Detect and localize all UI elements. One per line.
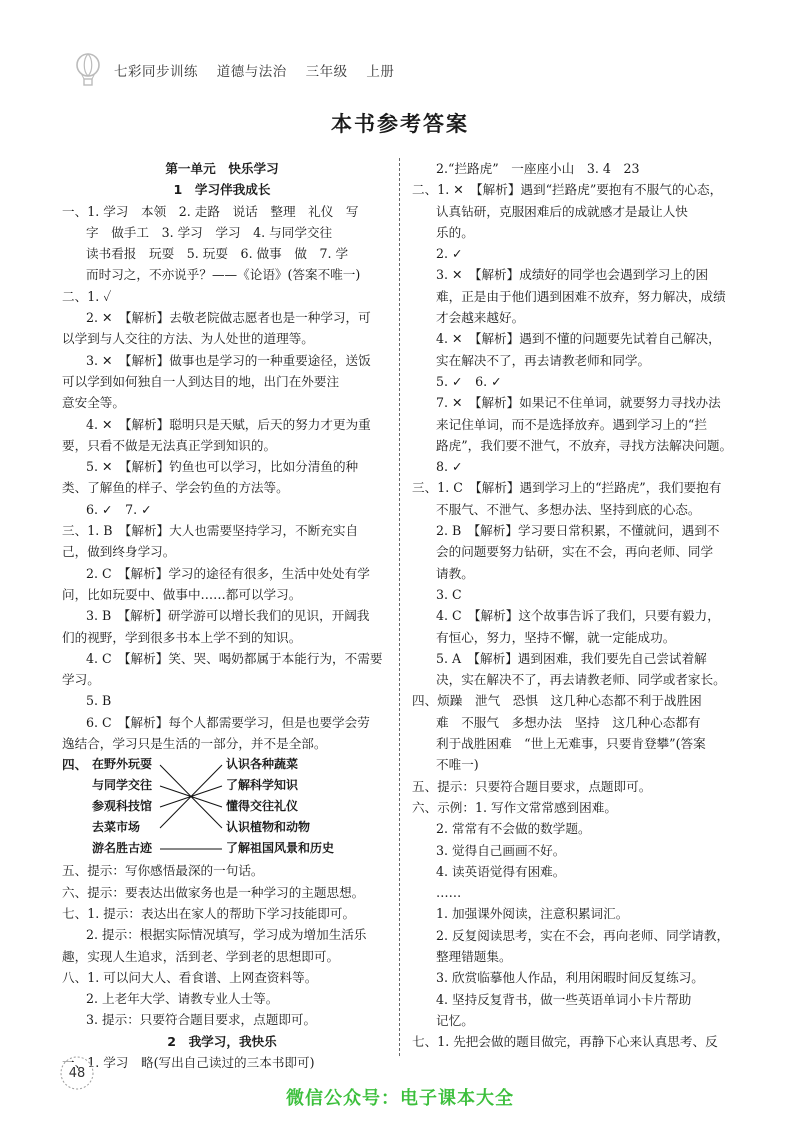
answer-line: 难，正是由于他们遇到困难不放弃，努力解决，成绩 <box>436 288 726 304</box>
answer-line: 认真钻研，克服困难后的成就感才是最让人快 <box>436 203 688 219</box>
page-number-text: 48 <box>68 1065 86 1081</box>
answer-line: 3. 觉得自己画画不好。 <box>436 842 566 858</box>
answer-line: 4. C 【解析】这个故事告诉了我们，只要有毅力， <box>436 608 720 624</box>
answer-line: 难 不服气 多想办法 坚持 这几种心态都有 <box>436 714 701 730</box>
answer-line: 6. C 【解析】每个人都需要学习，但是也要学会劳 <box>86 714 370 730</box>
section-heading: 2 我学习，我快乐 <box>167 1033 277 1049</box>
answer-line: 2. ✕ 【解析】去敬老院做志愿者也是一种学习，可 <box>86 310 371 326</box>
answer-line: 6. ✓ 7. ✓ <box>86 501 152 517</box>
answer-line: 3. 欣赏临摹他人作品，利用闲暇时间反复练习。 <box>436 970 704 986</box>
answer-line: 3. C <box>436 586 462 602</box>
column-divider <box>399 158 400 1056</box>
balloon-logo-icon <box>74 53 102 87</box>
answer-line: 4. 读英语觉得有困难。 <box>436 863 566 879</box>
answer-line: 记忆。 <box>436 1012 474 1028</box>
answer-line: 8. ✓ <box>436 459 463 475</box>
answer-line: 7. ✕ 【解析】如果记不住单词，就要努力寻找办法 <box>436 395 721 411</box>
answer-line: 3. ✕ 【解析】做事也是学习的一种重要途径，送饭 <box>86 352 371 368</box>
matching-left-item: 与同学交往 <box>92 778 153 793</box>
matching-right-item: 懂得交往礼仪 <box>226 799 299 814</box>
answer-line: 字 做手工 3. 学习 学习 4. 与同学交往 <box>86 224 333 240</box>
series-name: 七彩同步训练 <box>114 64 198 80</box>
answer-line: 2. C 【解析】学习的途径有很多，生活中处处有学 <box>86 565 370 581</box>
footer-watermark: 微信公众号：电子课本大全 <box>286 1088 514 1109</box>
header-text <box>114 60 408 80</box>
matching-right-item: 认识各种蔬菜 <box>226 757 299 772</box>
answer-line: 三、1. C 【解析】遇到学习上的“拦路虎”，我们要抱有 <box>412 480 722 496</box>
answer-line: 请教。 <box>436 565 474 581</box>
answer-line: 决，实在解决不了，再去请教老师、同学或者家长。 <box>436 672 726 688</box>
answer-line: 实在解决不了，再去请教老师和同学。 <box>436 352 651 368</box>
answer-line: 1. 加强课外阅读，注意积累词汇。 <box>436 906 629 922</box>
answer-line: 不唯一) <box>436 757 479 773</box>
matching-left-item: 去菜市场 <box>92 820 141 835</box>
page-title: 本书参考答案 <box>331 112 469 136</box>
answer-line: 3. 提示：只要符合题目要求，点题即可。 <box>86 1012 317 1028</box>
answer-line: 七、1. 先把会做的题目做完，再静下心来认真思考、反 <box>412 1034 718 1050</box>
answer-line: 2. 上老年大学、请教专业人士等。 <box>86 991 279 1007</box>
answer-line: 以学到与人交往的方法、为人处世的道理等。 <box>62 331 314 347</box>
answer-line: 4. 坚持反复背书，做一些英语单词小卡片帮助 <box>436 991 692 1007</box>
answer-line: 2. 提示：根据实际情况填写，学习成为增加生活乐 <box>86 927 367 943</box>
answer-line: 逸结合，学习只是生活的一部分，并不是全部。 <box>62 736 327 752</box>
answer-line: 来记住单词，而不是选择放弃。遇到学习上的“拦 <box>436 416 707 432</box>
matching-lines <box>62 754 382 860</box>
answer-line: 而时习之，不亦说乎？——《论语》(答案不唯一) <box>86 267 361 283</box>
answer-line: 整理错题集。 <box>436 948 512 964</box>
answer-line: 趣，实现人生追求，活到老、学到老的思想即可。 <box>62 948 340 964</box>
grade-name: 三年级 <box>305 64 348 80</box>
left-answers-part1 <box>62 158 382 754</box>
answer-line: 一、1. 学习 本领 2. 走路 说话 整理 礼仪 写 <box>62 203 359 219</box>
answer-line: 2. B 【解析】学习要日常积累，不懂就问，遇到不 <box>436 523 720 539</box>
matching-left-item: 参观科技馆 <box>92 799 153 814</box>
answer-line: 一、1. 学习 略(写出自己读过的三本书即可) <box>62 1054 315 1070</box>
answer-line: 2.“拦路虎” 一座座小山 3. 4 23 <box>436 161 640 176</box>
answer-line: 3. B 【解析】研学游可以增长我们的见识，开阔我 <box>86 608 370 624</box>
answer-line: 己，做到终身学习。 <box>62 544 176 560</box>
answer-line: 不服气、不泄气、多想办法、坚持到底的心态。 <box>436 501 701 517</box>
answer-line: 3. ✕ 【解析】成绩好的同学也会遇到学习上的困 <box>436 267 709 283</box>
matching-left-item: 在野外玩耍 <box>92 757 153 772</box>
answer-line: 六、示例：1. 写作文常常感到困难。 <box>412 799 617 815</box>
answer-line: 路虎”，我们要不泄气，不放弃，寻找方法解决问题。 <box>436 437 732 453</box>
section-heading: 1 学习伴我成长 <box>173 182 271 198</box>
answer-line: 四、烦躁 泄气 恐惧 这几种心态都不利于战胜困 <box>412 693 702 709</box>
answer-line: 才会越来越好。 <box>436 310 525 326</box>
answer-line: 会的问题要努力钻研，实在不会，再向老师、同学 <box>436 544 714 560</box>
answer-line: 读书看报 玩耍 5. 玩耍 6. 做事 做 7. 学 <box>86 246 349 262</box>
answer-line: 5. ✓ 6. ✓ <box>436 373 502 389</box>
answer-line: 意安全等。 <box>62 395 125 411</box>
answer-line: 三、1. B 【解析】大人也需要坚持学习，不断充实自 <box>62 523 359 539</box>
answer-line: 六、提示：要表达出做家务也是一种学习的主题思想。 <box>62 884 365 900</box>
running-header <box>74 52 674 88</box>
answer-line: 二、1. ✓ <box>62 288 112 304</box>
answer-line: 利于战胜困难 “世上无难事，只要肯登攀”(答案 <box>436 736 706 752</box>
answer-line: 七、1. 提示：表达出在家人的帮助下学习技能即可。 <box>62 905 356 921</box>
answer-line: 们的视野，学到很多书本上学不到的知识。 <box>62 629 302 645</box>
right-column <box>412 158 732 1052</box>
section-heading: 第一单元 快乐学习 <box>165 161 279 176</box>
answer-line: 类、了解鱼的样子、学会钓鱼的方法等。 <box>62 480 289 496</box>
answer-line: 2. 常常有不会做的数学题。 <box>436 821 591 837</box>
answer-line: 八、1. 可以问大人、看食谱、上网查资料等。 <box>62 969 318 985</box>
matching-right-item: 了解科学知识 <box>226 778 299 793</box>
answer-line: …… <box>436 885 462 901</box>
left-answers-part2 <box>62 860 382 1073</box>
answer-line: 可以学到如何独自一人到达目的地，出门在外要注 <box>62 373 340 389</box>
answer-line: 有恒心，努力，坚持不懈，就一定能成功。 <box>436 629 676 645</box>
answer-line: 5. A 【解析】遇到困难，我们要先自己尝试着解 <box>436 650 707 666</box>
answer-line: 4. ✕ 【解析】聪明只是天赋，后天的努力才更为重 <box>86 416 371 432</box>
answer-line: 问，比如玩耍中、做事中……都可以学习。 <box>62 586 302 602</box>
answer-line: 五、提示：写你感悟最深的一句话。 <box>62 863 264 879</box>
answer-line: 乐的。 <box>436 224 474 240</box>
answer-line: 4. ✕ 【解析】遇到不懂的问题要先试着自己解决， <box>436 331 721 347</box>
answer-line: 2. 反复阅读思考，实在不会，再向老师、同学请教， <box>436 927 730 943</box>
answer-line: 5. B <box>86 693 112 709</box>
matching-left-item: 游名胜古迹 <box>92 841 153 856</box>
left-column <box>62 158 382 1073</box>
answer-line: 2. ✓ <box>436 246 463 262</box>
answer-line: 要，只看不做是无法真正学到知识的。 <box>62 437 277 453</box>
volume-name: 上册 <box>366 64 395 80</box>
answer-line: 五、提示：只要符合题目要求，点题即可。 <box>412 778 652 794</box>
matching-right-item: 了解祖国风景和历史 <box>226 841 335 856</box>
answer-line: 二、1. ✕ 【解析】遇到“拦路虎”要抱有不服气的心态， <box>412 182 723 198</box>
matching-right-item: 认识植物和动物 <box>226 820 311 835</box>
answer-line: 5. ✕ 【解析】钓鱼也可以学习，比如分清鱼的种 <box>86 459 359 475</box>
answer-line: 4. C 【解析】笑、哭、喝奶都属于本能行为，不需要 <box>86 650 382 666</box>
matching-exercise <box>62 754 382 860</box>
subject-name: 道德与法治 <box>216 64 287 80</box>
matching-label: 四、 <box>62 757 88 773</box>
answer-line: 学习。 <box>62 672 100 688</box>
